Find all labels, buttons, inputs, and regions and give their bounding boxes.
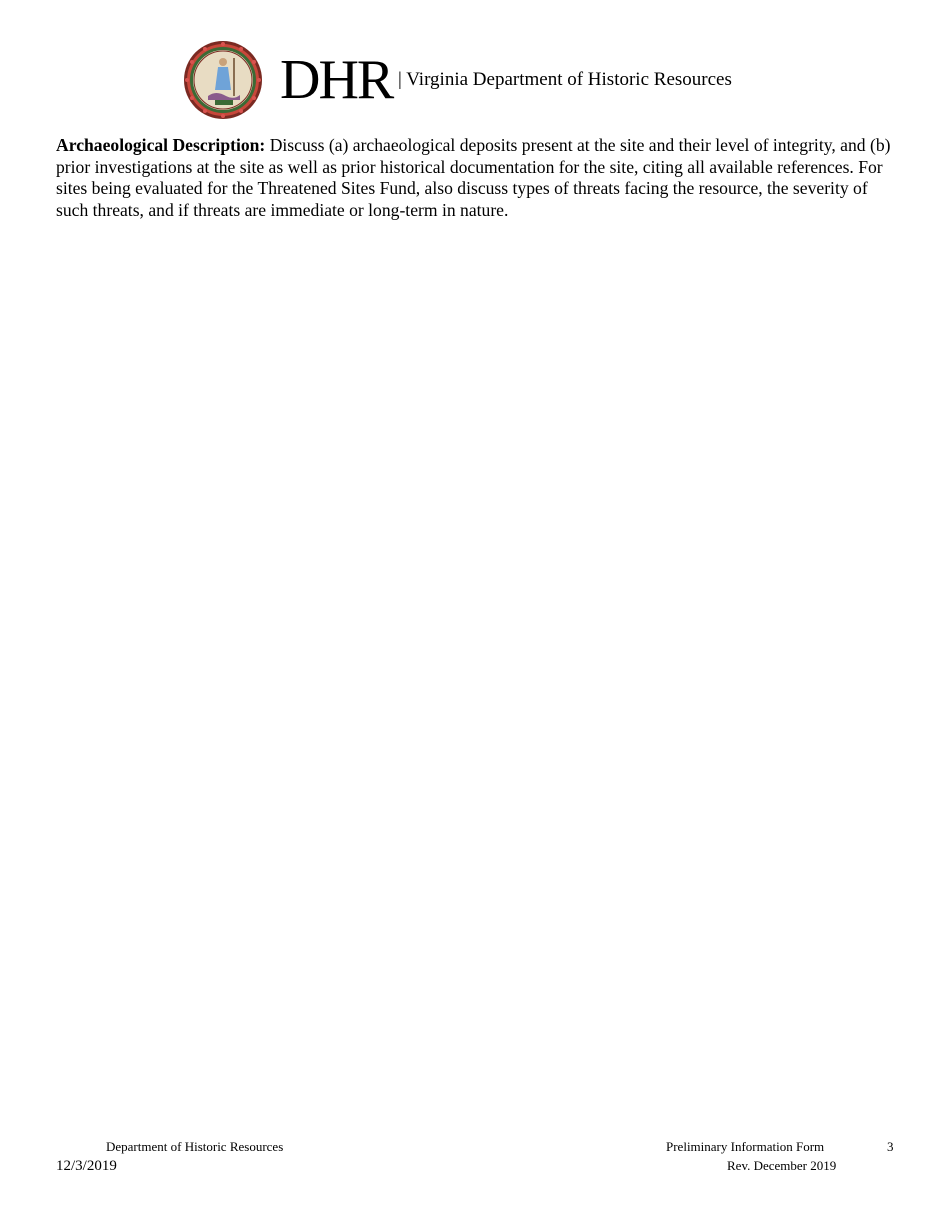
page-header	[180, 38, 760, 122]
footer-form-title: Preliminary Information Form	[666, 1139, 825, 1154]
dhr-acronym: DHR	[280, 49, 393, 111]
footer-date: 12/3/2019	[56, 1158, 117, 1174]
section-label: Archaeological Description:	[56, 135, 266, 155]
footer-revision: Rev. December 2019	[727, 1158, 837, 1173]
footer-organization: Department of Historic Resources	[106, 1139, 284, 1154]
footer-page-number: 3	[887, 1139, 894, 1154]
virginia-seal-icon	[182, 40, 264, 120]
section-instructions: Discuss (a) archaeological deposits present at the site and their level of integrity, and (b) prior investigations at the site as well as prior historical documentation for the site, citing all available references. For sites being evaluated for the Threatened Sites Fund, also discuss types of threats facing the resource, the severity of such threats, and if threats are immediate or long-term in nature.	[56, 135, 891, 220]
organization-name: | Virginia Department of Historic Resources	[398, 69, 732, 90]
archaeological-description-instructions	[56, 135, 896, 221]
